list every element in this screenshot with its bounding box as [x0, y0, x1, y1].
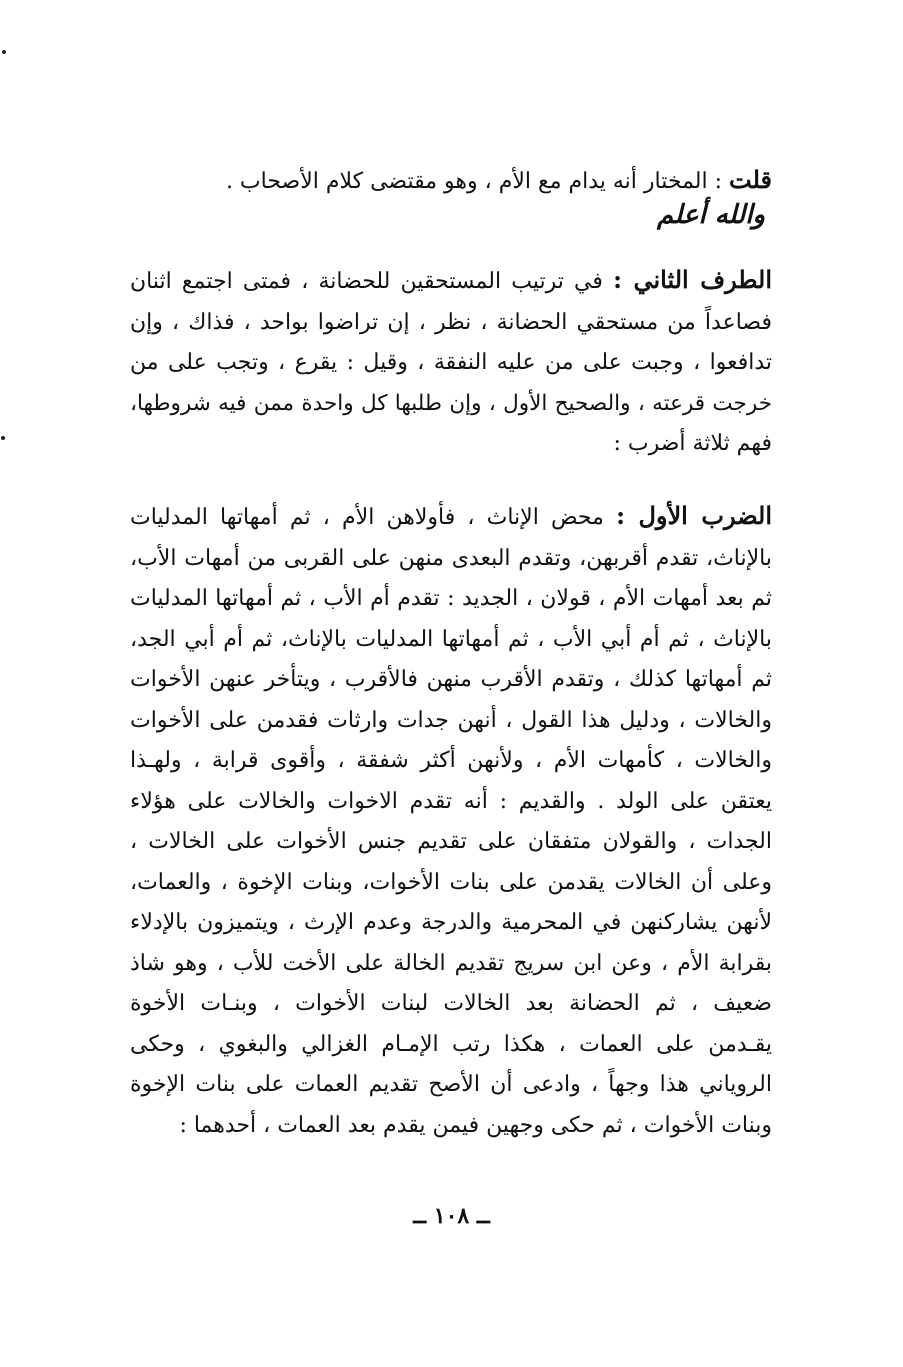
text-line: وعلى أن الخالات يقدمن على بنات الأخوات، وبنات الإخوة ، والعمات، [130, 869, 772, 895]
text-line: يعتقن على الولد . والقديم : أنه تقدم الاخوات والخالات على هؤلاء [130, 788, 772, 814]
text-line: يقـدمن على العمات ، هكذا رتب الإمـام الغزالي والبغوي ، وحكى [130, 1031, 772, 1057]
note-text: : المختار أنه يدام مع الأم ، وهو مقتضى كلام الأصحاب . [225, 169, 723, 194]
text-line: فهم ثلاثة أضرب : [613, 431, 772, 456]
text-line: الطرف الثاني : في ترتيب المستحقين للحضانة ، فمتى اجتمع اثنان [130, 265, 773, 294]
text-line: بقرابة الأم ، وعن ابن سريج تقديم الخالة على الأخت للأب ، وهو شاذ [130, 950, 772, 976]
text-line: والخالات ، ودليل هذا القول ، أنهن جدات وارثات فقدمن على الأخوات [130, 707, 772, 733]
text-line: وبنات الأخوات ، ثم حكى وجهين فيمن يقدم بعد العمات ، أحدهما : [179, 1112, 772, 1138]
scan-speck [1, 436, 5, 440]
scan-speck [2, 50, 6, 54]
text-line: الروياني هذا وجهاً ، وادعى أن الأصح تقديم العمات على بنات الإخوة [130, 1072, 772, 1097]
note-paragraph [130, 160, 772, 203]
section-first-type [130, 496, 772, 1146]
section-second-category [130, 260, 772, 465]
note-lead: قلت [729, 165, 772, 194]
page-number: ــ ١٠٨ ــ [413, 1203, 490, 1229]
signoff: والله أعلم [657, 200, 765, 230]
text-line [130, 160, 772, 203]
text-line: ثم بعد أمهات الأم ، قولان ، الجديد : تقدم أم الأب ، ثم أمهاتها المدليات [130, 586, 772, 611]
text-line: بالإناث ، ثم أم أبي الأب ، ثم أمهاتها المدليات بالإناث، ثم أم أبي الجد، [130, 626, 772, 652]
text-line: والخالات ، كأمهات الأم ، ولأنهن أكثر شفقة ، وأقوى قرابة ، ولهـذا [130, 748, 772, 773]
text-line: ضعيف ، ثم الحضانة بعد الخالات لبنات الأخوات ، وبنـات الأخوة [130, 991, 772, 1016]
section-heading: الضرب الأول : [616, 501, 773, 530]
text-line: الضرب الأول : محض الإناث ، فأولاهن الأم ، ثم أمهاتها المدليات [130, 501, 773, 530]
text-line: ثم أمهاتها كذلك ، وتقدم الأقرب منهن فالأقرب ، ويتأخر عنهن الأخوات [130, 667, 772, 692]
text-line: تدافعوا ، وجبت على من عليه النفقة ، وقيل : يقرع ، وتجب على من [130, 350, 772, 375]
text-line: فصاعداً من مستحقي الحضانة ، نظر ، إن تراضوا بواحد ، فذاك ، وإن [130, 309, 772, 335]
text-line: لأنهن يشاركنهن في المحرمية والدرجة وعدم الإرث ، ويتميزون بالإدلاء [130, 910, 772, 935]
section-heading: الطرف الثاني : [613, 265, 773, 294]
text-line: الجدات ، والقولان متفقان على تقديم جنس الأخوات على الخالات ، [130, 829, 772, 854]
text-line: خرجت قرعته ، والصحيح الأول ، وإن طلبها كل واحدة ممن فيه شروطها، [130, 390, 772, 416]
text-line: بالإناث، تقدم أقربهن، وتقدم البعدى منهن على القربى من أمهات الأب، [130, 545, 772, 571]
